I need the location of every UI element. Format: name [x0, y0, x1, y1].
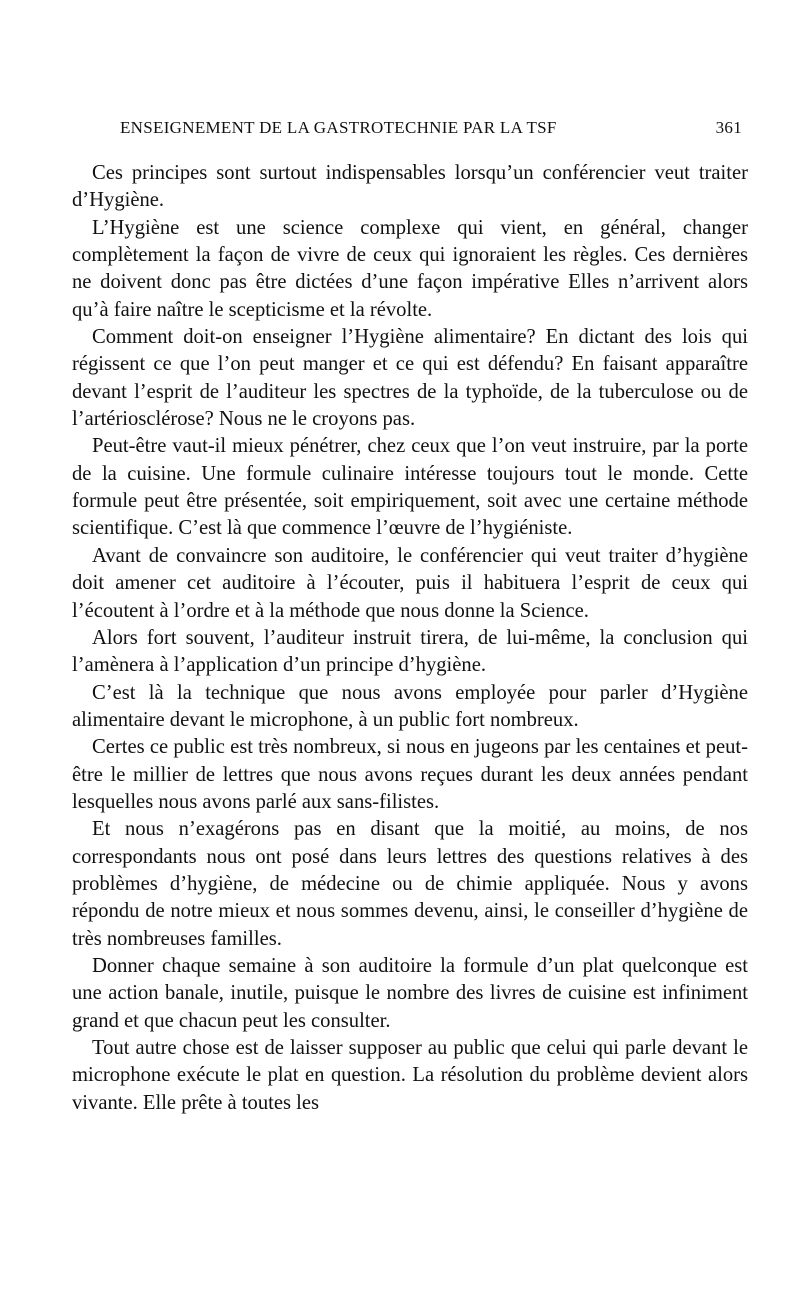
book-page	[72, 118, 748, 1117]
paragraph: Alors fort souvent, l’auditeur instruit tirera, de lui-même, la conclusion qui l’amènera à l’application d’un principe d’hygiène.	[72, 626, 748, 677]
paragraph: Et nous n’exagérons pas en disant que la moitié, au moins, de nos correspondants nous ont posé dans leurs lettres des questions relatives à des problèmes d’hygiène, de médecine ou de chimie appliquée. Nous y avons répondu de notre mieux et nous sommes devenu, ainsi, le conseiller d’hygiène de très nombreuses familles.	[72, 818, 748, 950]
paragraph: Comment doit-on enseigner l’Hygiène alimentaire? En dictant des lois qui régissent ce que l’on peut manger et ce qui est défendu? En faisant apparaître devant l’esprit de l’auditeur les spectres de la typhoïde, de la tuberculose ou de l’artériosclérose? Nous ne le croyons pas.	[72, 326, 748, 431]
paragraph: Ces principes sont surtout indispensables lorsqu’un conférencier veut traiter d’Hygiène.	[72, 162, 748, 212]
paragraph: Peut-être vaut-il mieux pénétrer, chez ceux que l’on veut instruire, par la porte de la cuisine. Une formule culinaire intéresse toujours tout le monde. Cette formule peut être présentée, soit empiriquement, soit avec une certaine méthode scientifique. C’est là que commence l’œuvre de l’hygiéniste.	[72, 435, 748, 540]
page-number: 361	[715, 118, 742, 137]
paragraph: Donner chaque semaine à son auditoire la formule d’un plat quelconque est une action banale, inutile, puisque le nombre des livres de cuisine est infiniment grand et que chacun peut les consulter.	[72, 954, 748, 1032]
running-head	[72, 118, 748, 148]
paragraph: Avant de convaincre son auditoire, le conférencier qui veut traiter d’hygiène doit amener cet auditoire à l’écouter, puis il habituera l’esprit de ceux qui l’écoutent à l’ordre et à la méthode que nous donne la Science.	[72, 544, 748, 622]
paragraph: Certes ce public est très nombreux, si nous en jugeons par les centaines et peut-être le millier de lettres que nous avons reçues durant les deux années pendant lesquelles nous avons parlé aux sans-filistes.	[72, 736, 748, 813]
paragraph: Tout autre chose est de laisser supposer au public que celui qui parle devant le microphone exécute le plat en question. La résolution du problème devient alors vivante. Elle prête à toutes les	[72, 1037, 748, 1114]
paragraph: L’Hygiène est une science complexe qui vient, en général, changer complètement la façon de vivre de ceux qui ignoraient les règles. Ces dernières ne doivent donc pas être dictées d’une façon impérative Elles n’arrivent alors qu’à faire naître le scepticisme et la révolte.	[72, 216, 748, 321]
paragraph: C’est là la technique que nous avons employée pour parler d’Hygiène alimentaire devant le microphone, à un public fort nombreux.	[72, 681, 748, 731]
body-text	[72, 160, 748, 1117]
running-title: ENSEIGNEMENT DE LA GASTROTECHNIE PAR LA TSF	[120, 118, 557, 137]
